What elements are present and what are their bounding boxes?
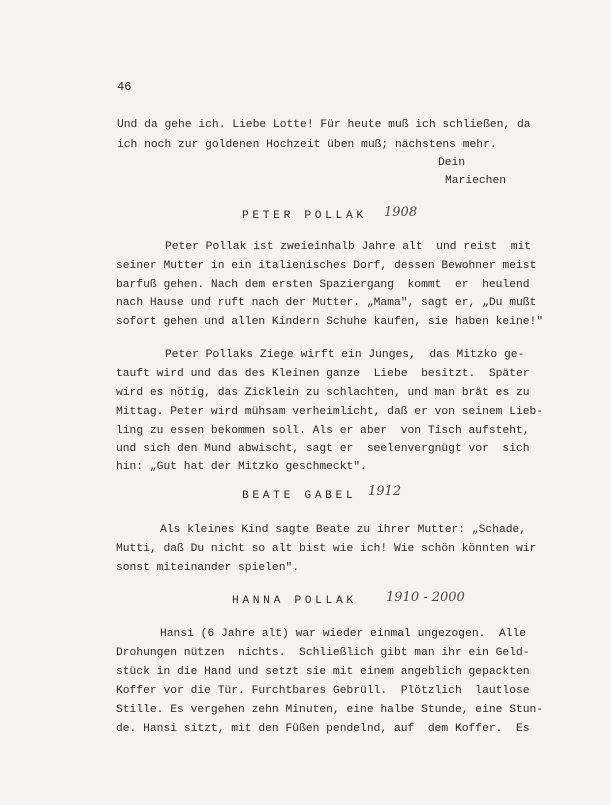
paragraph-line: Mutti, daß Du nicht so alt bist wie ich! Wie schön könnten wir (116, 543, 537, 555)
letter-line: ich noch zur goldenen Hochzeit üben muß; nächstens mehr. (117, 139, 497, 151)
paragraph-line: hin: „Gut hat der Mitzko geschmeckt". (116, 461, 367, 473)
paragraph-line: sofort gehen und allen Kindern Schuhe kaufen, sie haben keine!" (116, 316, 544, 328)
paragraph-line: Koffer vor die Tür. Furchtbares Gebrüll. Plötzlich lautlose (116, 685, 530, 697)
section-heading: BEATE GABEL (242, 490, 357, 502)
paragraph-line: Peter Pollak ist zweieinhalb Jahre alt und reist mit (165, 241, 532, 253)
handwritten-year-note: 1912 (368, 484, 402, 499)
paragraph-line: Peter Pollaks Ziege wirft ein Junges, das Mitzko ge- (165, 349, 525, 361)
paragraph-line: wird es nötig, das Zicklein zu schlachten, und man brät es zu (116, 387, 530, 399)
paragraph-line: stück in die Hand und setzt sie mit einem angeblich gepackten (116, 666, 530, 678)
paragraph-line: Als kleines Kind sagte Beate zu ihrer Mutter: „Schade, (160, 524, 527, 536)
paragraph-line: tauft wird und das des Kleinen ganze Liebe besitzt. Später (116, 368, 530, 380)
paragraph-line: de. Hansi sitzt, mit den Füßen pendelnd, auf dem Koffer. Es (116, 723, 530, 735)
handwritten-year-note: 1908 (384, 205, 418, 220)
letter-line: Und da gehe ich. Liebe Lotte! Für heute muß ich schließen, da (117, 119, 531, 131)
paragraph-line: Stille. Es vergehen zehn Minuten, eine halbe Stunde, eine Stun- (116, 704, 544, 716)
letter-signature: Mariechen (445, 175, 507, 187)
paragraph-line: nach Hause und ruft nach der Mutter. „Mama", sagt er, „Du mußt (116, 297, 537, 309)
paragraph-line: ling zu essen bekommen soll. Als er aber von Tisch aufsteht, (116, 425, 530, 437)
paragraph-line: barfuß gehen. Nach dem ersten Spaziergang kommt er heulend (116, 279, 530, 291)
section-heading: HANNA POLLAK (232, 595, 357, 607)
paragraph-line: Hansi (6 Jahre alt) war wieder einmal ungezogen. Alle (160, 628, 527, 640)
handwritten-year-note: 1910 - 2000 (386, 590, 465, 605)
page-number: 46 (117, 80, 132, 94)
section-heading: PETER POLLAK (242, 210, 367, 222)
paragraph-line: und sich den Mund abwischt, sagt er seelenvergnügt vor sich (116, 443, 530, 455)
paragraph-line: Mittag. Peter wird mühsam verheimlicht, daß er von seinem Lieb- (116, 406, 544, 418)
paragraph-line: Drohungen nützen nichts. Schließlich gibt man ihr ein Geld- (116, 647, 530, 659)
letter-closing: Dein (438, 157, 466, 169)
paragraph-line: sonst miteinander spielen". (116, 562, 300, 574)
paragraph-line: seiner Mutter in ein italienisches Dorf, dessen Bewohner meist (116, 260, 537, 272)
